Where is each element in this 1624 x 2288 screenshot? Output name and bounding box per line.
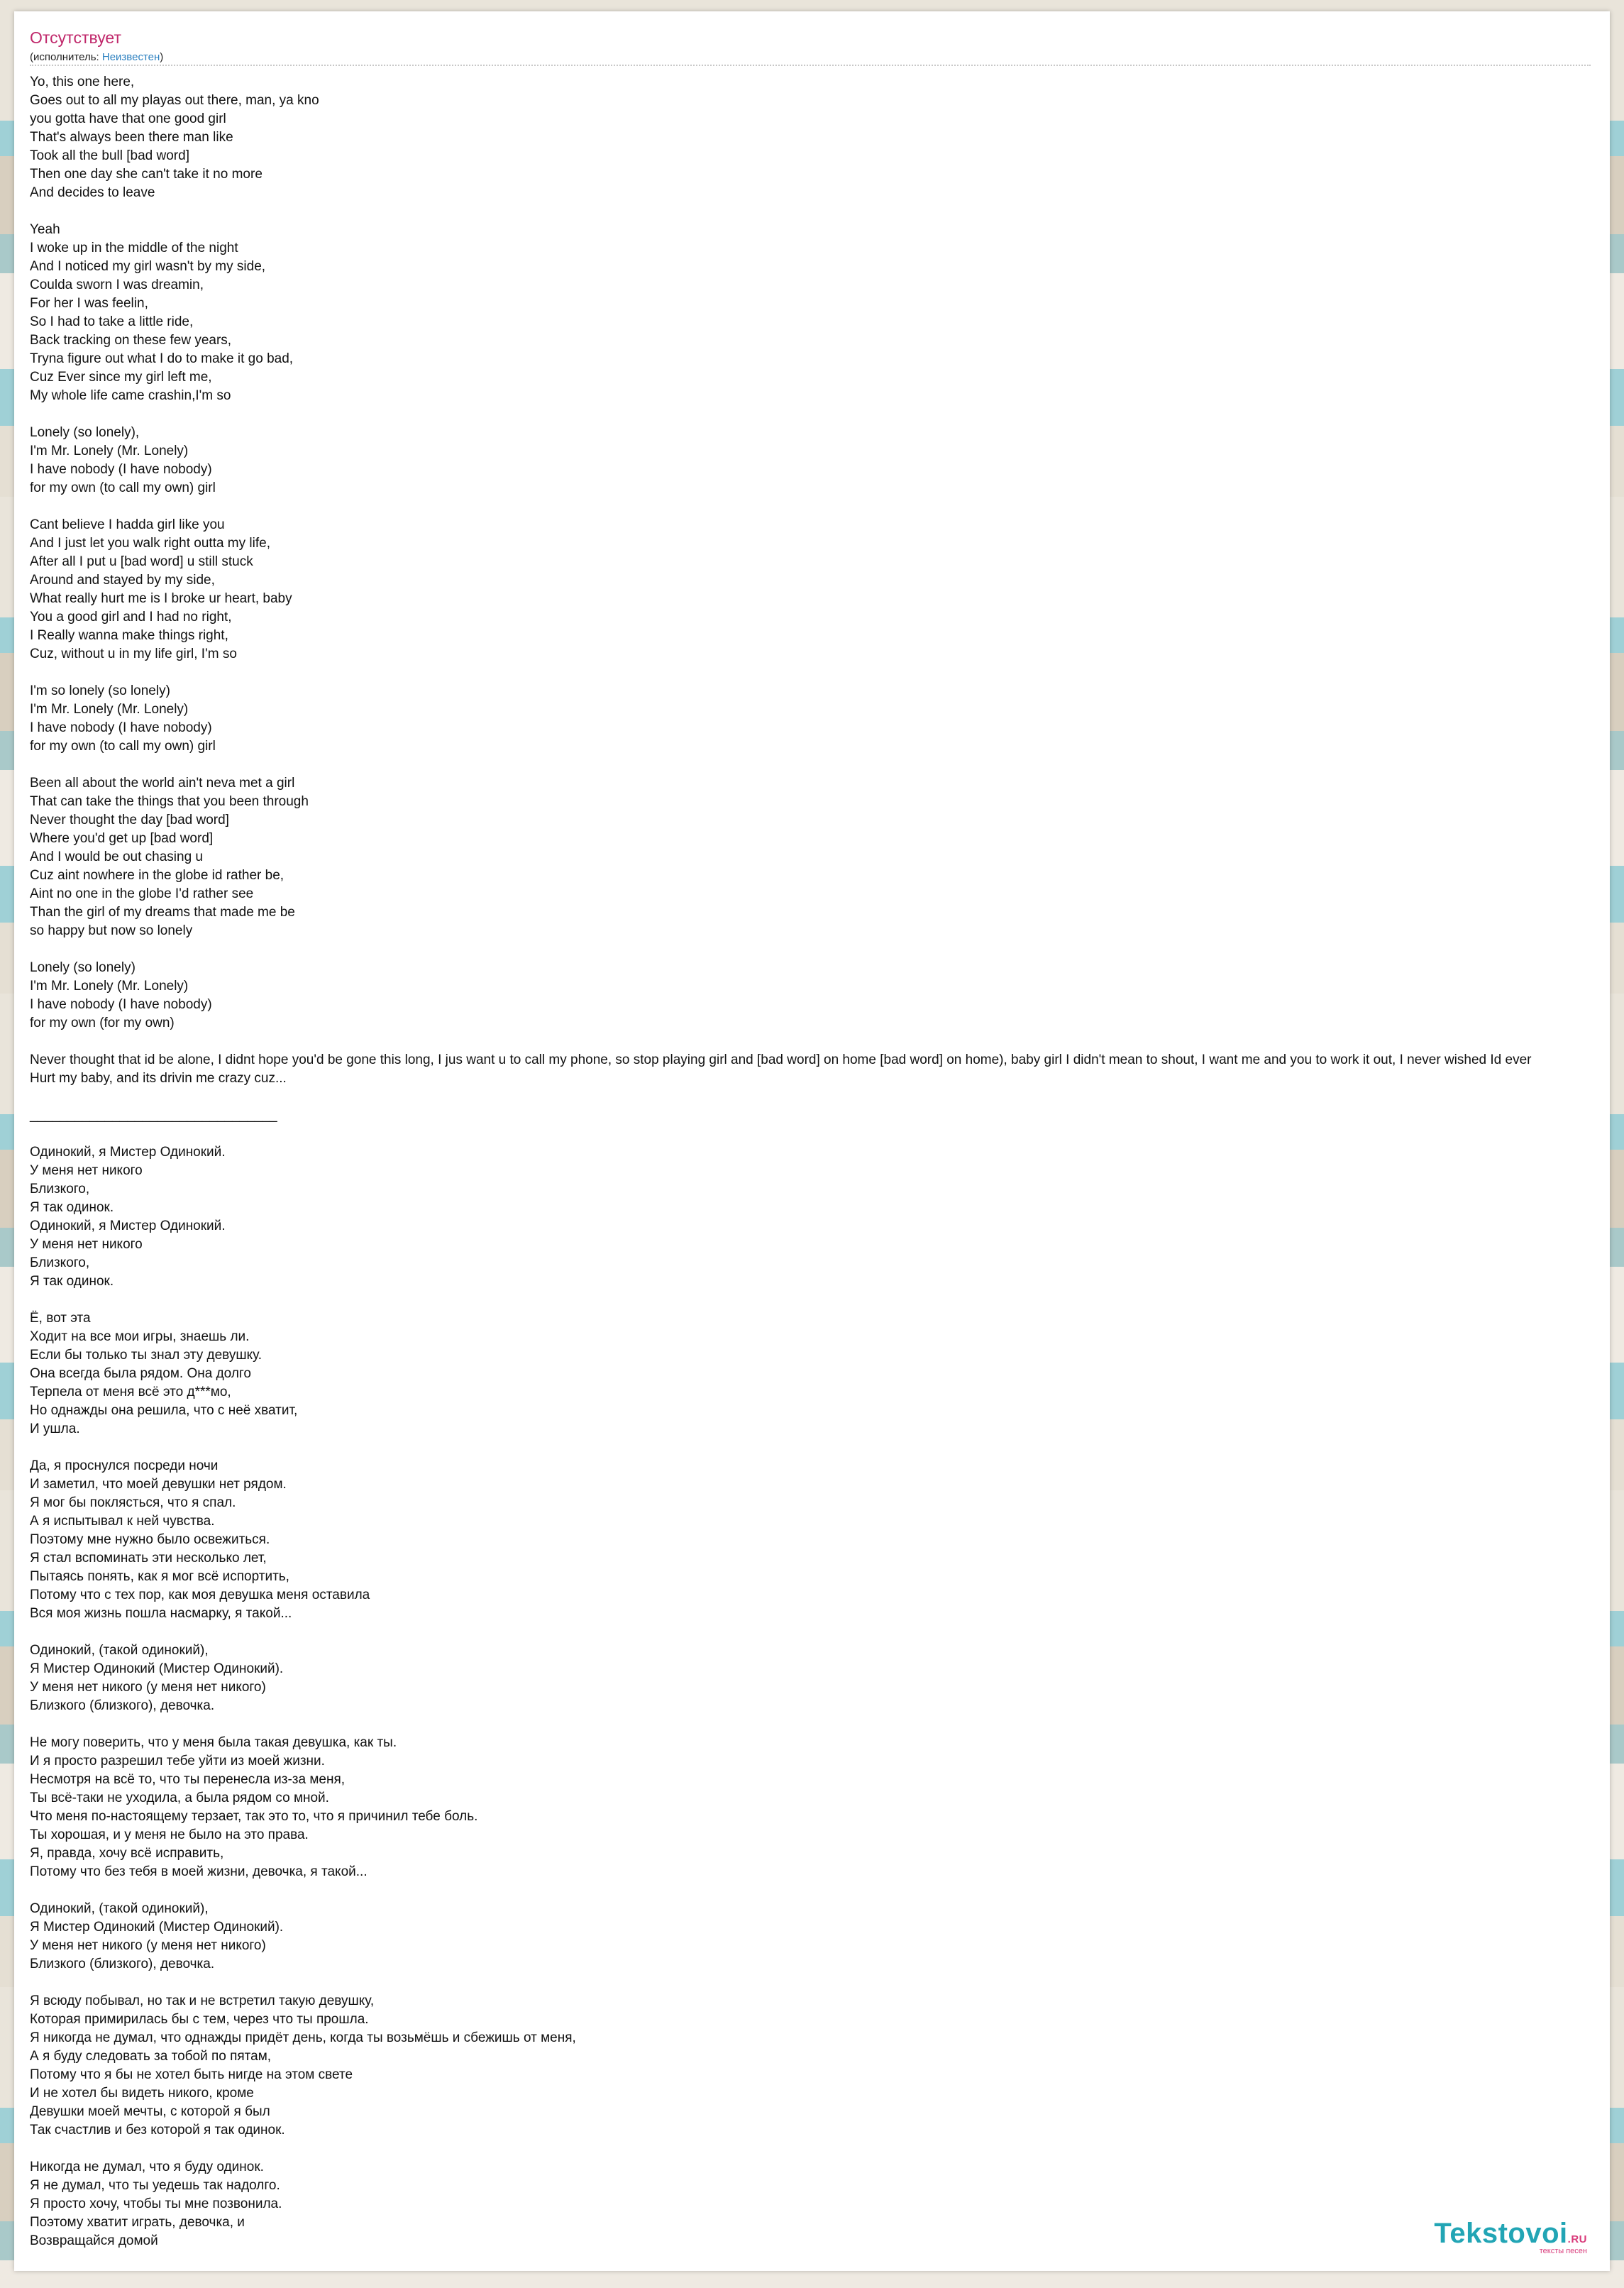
performer-link[interactable]: Неизвестен bbox=[101, 51, 160, 63]
performer-line bbox=[30, 51, 163, 63]
lyrics-text: Yo, this one here, Goes out to all my playas out there, man, ya kno you gotta have that one good girl That's always been there man like Took all the bull [bad word] Then one day she can't take it no more And decides to leave Yeah I woke up in the middle of the night And I noticed my girl wasn't by my side, Coulda sworn I was dreamin, For her I was feelin, So I had to take a little ride, Back tracking on these few years, Tryna figure out what I do to make it go bad, Cuz Ever since my girl left me, My whole life came crashin,I'm so Lonely (so lonely), I'm Mr. Lonely (Mr. Lonely) I have nobody (I have nobody) for my own (to call my own) girl Cant believe I hadda girl like you And I just let you walk right outta my life, After all I put u [bad word] u still stuck Around and stayed by my side, What really hurt me is I broke ur heart, baby You a good girl and I had no right, I Really wanna make things right, Cuz, without u in my life girl, I'm so I'm so lonely (so lonely) I'm Mr. Lonely (Mr. Lonely) I have nobody (I have nobody) for my own (to call my own) girl Been all about the world ain't neva met a girl That can take the things that you been through Never thought the day [bad word] Where you'd get up [bad word] And I would be out chasing u Cuz aint nowhere in the globe id rather be, Aint no one in the globe I'd rather see Than the girl of my dreams that made me be so happy but now so lonely Lonely (so lonely) I'm Mr. Lonely (Mr. Lonely) I have nobody (I have nobody) for my own (for my own) Never thought that id be alone, I didnt hope you'd be gone this long, I jus want u to call my phone, so stop playing girl and [bad word] on home [bad word] on home), baby girl I didn't mean to shout, I want me and you to work it out, I never wished Id ever Hurt my baby, and its drivin me crazy cuz... _________________________________ Одинокий, я Мистер Одинокий. У меня нет никого Близкого, Я так одинок. Одинокий, я Мистер Одинокий. У меня нет никого Близкого, Я так одинок. Ё, вот эта Ходит на все мои игры, знаешь ли. Если бы только ты знал эту девушку. Она всегда была рядом. Она долго Терпела от меня всё это д***мо, Но однажды она решила, что с неё хватит, И ушла. Да, я проснулся посреди ночи И заметил, что моей девушки нет рядом. Я мог бы поклясться, что я спал. А я испытывал к ней чувства. Поэтому мне нужно было освежиться. Я стал вспоминать эти несколько лет, Пытаясь понять, как я мог всё испортить, Потому что с тех пор, как моя девушка меня оставила Вся моя жизнь пошла насмарку, я такой... Одинокий, (такой одинокий), Я Мистер Одинокий (Мистер Одинокий). У меня нет никого (у меня нет никого) Близкого (близкого), девочка. Не могу поверить, что у меня была такая девушка, как ты. И я просто разрешил тебе уйти из моей жизни. Несмотря на всё то, что ты перенесла из-за меня, Ты всё-таки не уходила, а была рядом со мной. Что меня по-настоящему терзает, так это то, что я причинил тебе боль. Ты хорошая, и у меня не было на это права. Я, правда, хочу всё исправить, Потому что без тебя в моей жизни, девочка, я такой... Одинокий, (такой одинокий), Я Мистер Одинокий (Мистер Одинокий). У меня нет никого (у меня нет никого) Близкого (близкого), девочка. Я всюду побывал, но так и не встретил такую девушку, Которая примирилась бы с тем, через что ты прошла. Я никогда не думал, что однажды придёт день, когда ты возьмёшь и сбежишь от меня, А я буду следовать за тобой по пятам, Потому что я бы не хотел быть нигде на этом свете И не хотел бы видеть никого, кроме Девушки моей мечты, с которой я был Так счастлив и без которой я так одинок. Никогда не думал, что я буду одинок. Я не думал, что ты уедешь так надолго. Я просто хочу, чтобы ты мне позвонила. Поэтому хватит играть, девочка, и Возвращайся домой bbox=[30, 75, 1532, 2248]
lyrics-page bbox=[14, 11, 1610, 2271]
logo-tagline: тексты песен bbox=[1539, 2247, 1587, 2255]
performer-prefix: (исполнитель: bbox=[30, 51, 102, 63]
song-title: Отсутствует bbox=[30, 28, 121, 47]
performer-suffix: ) bbox=[160, 51, 164, 63]
logo-name: Tekstovoi bbox=[1434, 2218, 1568, 2249]
logo-tld: .RU bbox=[1567, 2233, 1587, 2245]
site-logo[interactable] bbox=[1434, 2218, 1587, 2255]
title-divider bbox=[30, 65, 1591, 66]
logo-wordmark bbox=[1434, 2218, 1587, 2250]
